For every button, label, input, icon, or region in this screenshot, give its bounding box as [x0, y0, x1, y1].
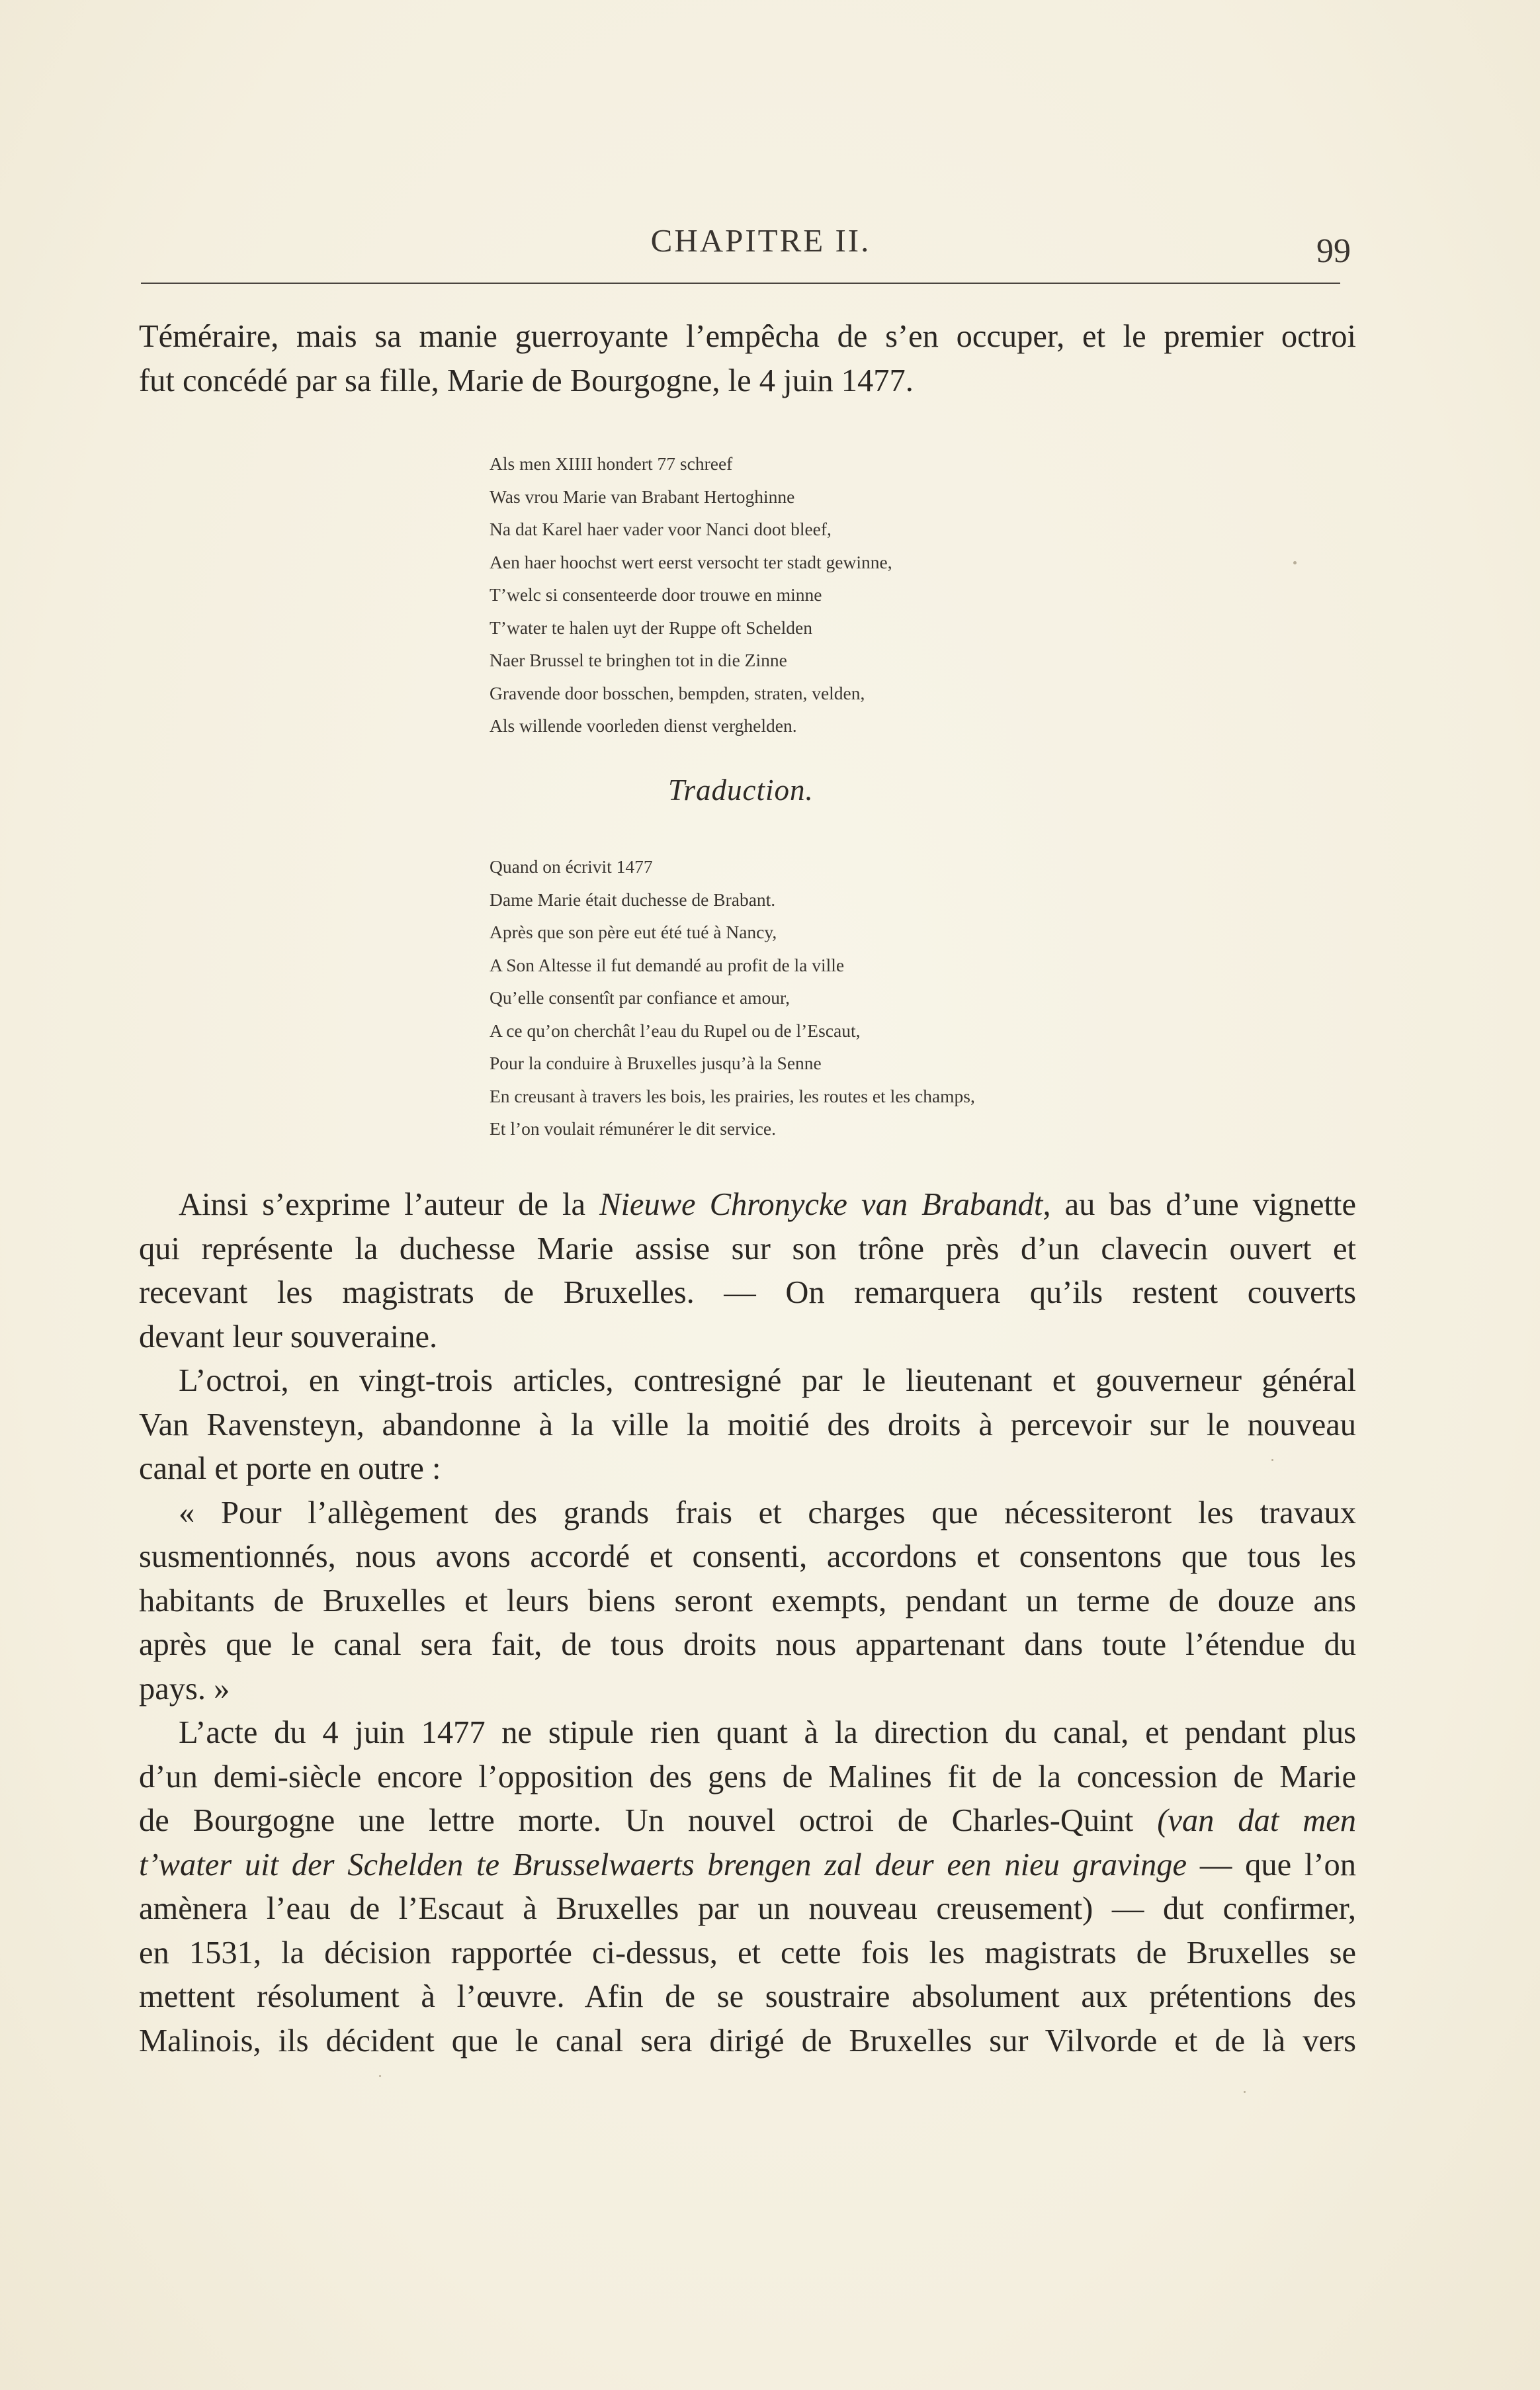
poem-line: Et l’on voulait rémunérer le dit service. [490, 1118, 776, 1139]
text-line: habitants de Bruxelles et leurs biens seront exempts, pendant un terme de douze ans [139, 1583, 1356, 1618]
paper-speck [379, 2075, 381, 2077]
poem-line: Qu’elle consentît par confiance et amour, [490, 987, 790, 1008]
text-line: en 1531, la décision rapportée ci-dessus, et cette fois les magistrats de Bruxelles se [139, 1935, 1356, 1970]
poem-line: Dame Marie était duchesse de Brabant. [490, 889, 776, 910]
paper-speck [1244, 2091, 1246, 2093]
poem-line: A Son Altesse il fut demandé au profit de la ville [490, 954, 845, 975]
poem-line: Was vrou Marie van Brabant Hertoghinne [490, 486, 795, 507]
text-span: — que l’on [1187, 1847, 1356, 1882]
dutch-poem [490, 447, 892, 742]
text-span: Ainsi s’exprime l’auteur de la [179, 1187, 600, 1222]
poem-line: T’water te halen uyt der Ruppe oft Schelden [490, 617, 812, 638]
poem-line: Aen haer hoochst wert eerst versocht ter stadt gewinne, [490, 551, 892, 572]
poem-line: En creusant à travers les bois, les prairies, les routes et les champs, [490, 1085, 975, 1106]
text-span: au bas d’une vignette [1050, 1187, 1356, 1222]
text-line: qui représente la duchesse Marie assise sur son trône près d’un clavecin ouvert et [139, 1231, 1356, 1266]
header-rule [141, 283, 1340, 284]
text-line: L’octroi, en vingt-trois articles, contresigné par le lieutenant et gouverneur général [179, 1363, 1356, 1398]
book-title-italic: Nieuwe Chronycke van Brabandt, [599, 1187, 1051, 1222]
poem-line: Als willende voorleden dienst verghelden. [490, 715, 797, 736]
text-line: canal et porte en outre : [139, 1451, 441, 1486]
text-line: L’acte du 4 juin 1477 ne stipule rien quant à la direction du canal, et pendant plus [179, 1715, 1356, 1750]
poem-line: Après que son père eut été tué à Nancy, [490, 922, 777, 942]
text-line: susmentionnés, nous avons accordé et consenti, accordons et consentons que tous les [139, 1539, 1356, 1574]
poem-line: Na dat Karel haer vader voor Nanci doot bleef, [490, 519, 832, 539]
text-line: devant leur souveraine. [139, 1319, 438, 1354]
intro-paragraph [139, 315, 1356, 403]
french-poem [490, 850, 975, 1145]
text-line [139, 1183, 1356, 1227]
text-line: d’un demi-siècle encore l’opposition des gens de Malines fit de la concession de Marie [139, 1759, 1356, 1794]
poem-line: Gravende door bosschen, bempden, straten, velden, [490, 682, 865, 703]
text-span: de Bourgogne une lettre morte. Un nouvel octroi de Charles-Quint [139, 1803, 1158, 1838]
poem-line: T’welc si consenteerde door trouwe en minne [490, 584, 822, 605]
translation-heading: Traduction. [668, 774, 814, 807]
body-text [139, 1183, 1356, 2063]
quote-italic: t’water uit der Schelden te Brusselwaerts brengen zal deur een nieu gravinge [139, 1847, 1187, 1882]
text-line: Téméraire, mais sa manie guerroyante l’empêcha de s’en occuper, et le premier octroi [139, 319, 1356, 354]
text-line: Malinois, ils décident que le canal sera dirigé de Bruxelles sur Vilvorde et de là vers [139, 2023, 1356, 2058]
chapter-title: CHAPITRE II. [650, 222, 871, 259]
poem-line: Naer Brussel te bringhen tot in die Zinne [490, 650, 787, 670]
poem-line: Pour la conduire à Bruxelles jusqu’à la Senne [490, 1053, 822, 1073]
page-number: 99 [1316, 232, 1351, 270]
paper-speck [1293, 561, 1297, 564]
text-line: mettent résolument à l’œuvre. Afin de se soustraire absolument aux prétentions des [139, 1979, 1356, 2014]
poem-line: A ce qu’on cherchât l’eau du Rupel ou de l’Escaut, [490, 1020, 861, 1041]
quote-italic: (van dat men [1157, 1803, 1356, 1838]
text-line: amènera l’eau de l’Escaut à Bruxelles par un nouveau creusement) — dut confirmer, [139, 1891, 1356, 1926]
text-line [139, 1843, 1356, 1888]
text-line: après que le canal sera fait, de tous droits nous appartenant dans toute l’étendue du [139, 1627, 1356, 1662]
paper-speck [1271, 1459, 1273, 1461]
text-line: « Pour l’allègement des grands frais et charges que nécessiteront les travaux [179, 1495, 1356, 1530]
text-line [139, 1799, 1356, 1843]
text-line: recevant les magistrats de Bruxelles. — On remarquera qu’ils restent couverts [139, 1275, 1356, 1310]
text-line: fut concédé par sa fille, Marie de Bourgogne, le 4 juin 1477. [139, 363, 914, 398]
text-line: pays. » [139, 1671, 230, 1706]
poem-line: Als men XIIII hondert 77 schreef [490, 453, 733, 474]
text-line: Van Ravensteyn, abandonne à la ville la moitié des droits à percevoir sur le nouveau [139, 1407, 1356, 1442]
poem-line: Quand on écrivit 1477 [490, 856, 653, 877]
